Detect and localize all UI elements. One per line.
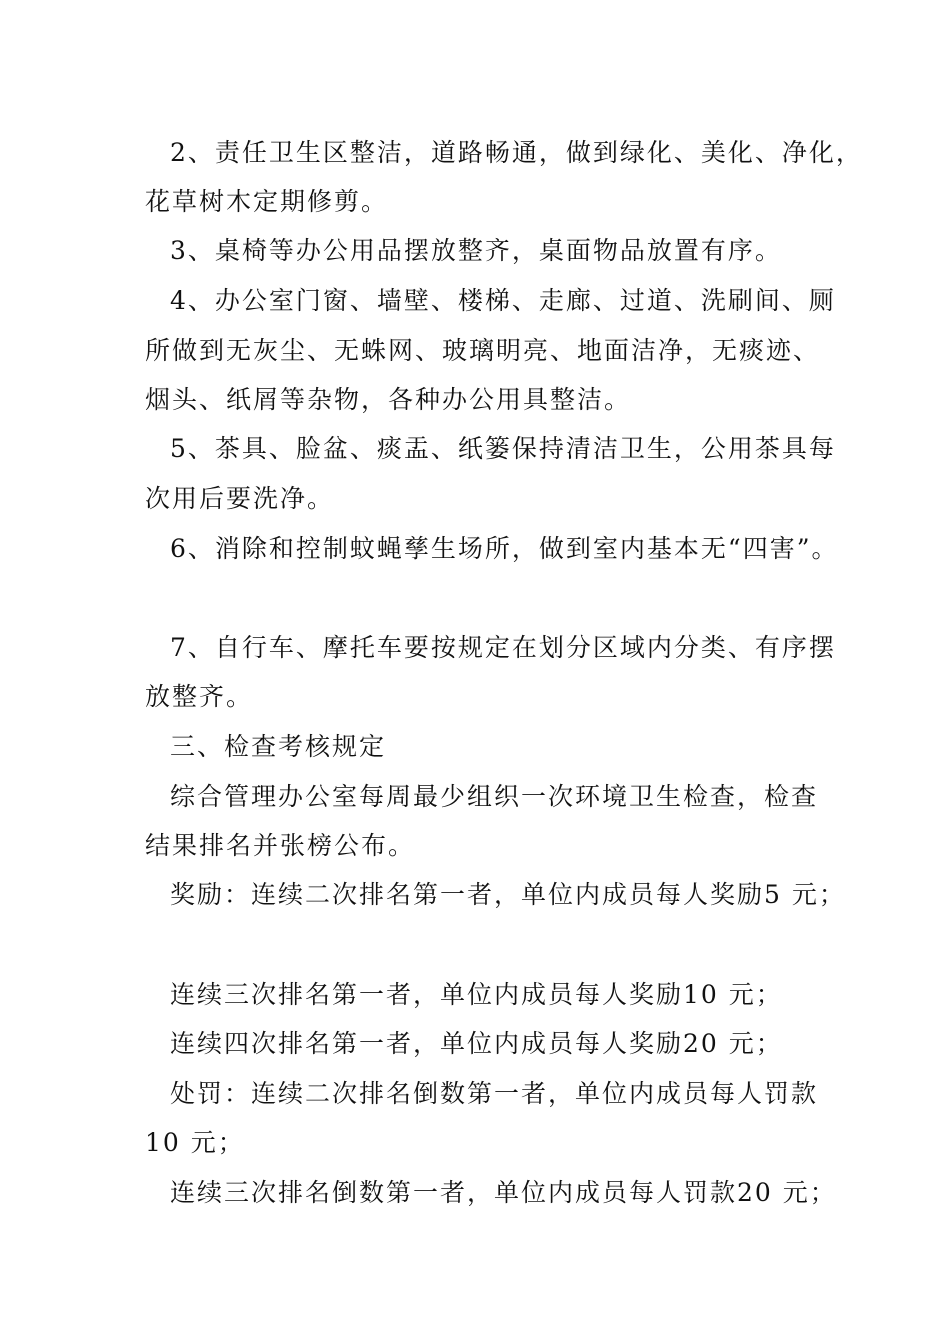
paragraph-line: 连续三次排名第一者，单位内成员每人奖励10 元； [170,980,783,1009]
paragraph-line: 7、自行车、摩托车要按规定在划分区域内分类、有序摆 [170,633,836,662]
paragraph-line: 结果排名并张榜公布。 [145,831,416,860]
paragraph-line: 放整齐。 [145,682,254,711]
paragraph-line: 6、消除和控制蚊蝇孳生场所，做到室内基本无“四害”。 [170,534,839,563]
section-heading: 三、检查考核规定 [170,732,387,761]
paragraph-line: 处罚：连续二次排名倒数第一者，单位内成员每人罚款 [170,1079,819,1108]
paragraph-line: 烟头、纸屑等杂物，各种办公用具整洁。 [145,385,632,414]
paragraph-line: 5、茶具、脸盆、痰盂、纸篓保持清洁卫生，公用茶具每 [170,434,836,463]
paragraph-line: 综合管理办公室每周最少组织一次环境卫生检查，检查 [170,782,819,811]
paragraph-line: 奖励：连续二次排名第一者，单位内成员每人奖励5 元； [170,880,846,909]
paragraph-line: 3、桌椅等办公用品摆放整齐，桌面物品放置有序。 [170,236,782,265]
paragraph-line: 连续四次排名第一者，单位内成员每人奖励20 元； [170,1029,783,1058]
paragraph-line: 次用后要洗净。 [145,484,335,513]
paragraph-line: 花草树木定期修剪。 [145,187,389,216]
paragraph-line: 2、责任卫生区整洁，道路畅通，做到绿化、美化、净化， [170,138,863,167]
paragraph-line: 10 元； [145,1128,245,1157]
paragraph-line: 所做到无灰尘、无蛛网、玻璃明亮、地面洁净，无痰迹、 [145,336,821,365]
paragraph-line: 连续三次排名倒数第一者，单位内成员每人罚款20 元； [170,1178,837,1207]
paragraph-line: 4、办公室门窗、墙壁、楼梯、走廊、过道、洗刷间、厕 [170,286,836,315]
